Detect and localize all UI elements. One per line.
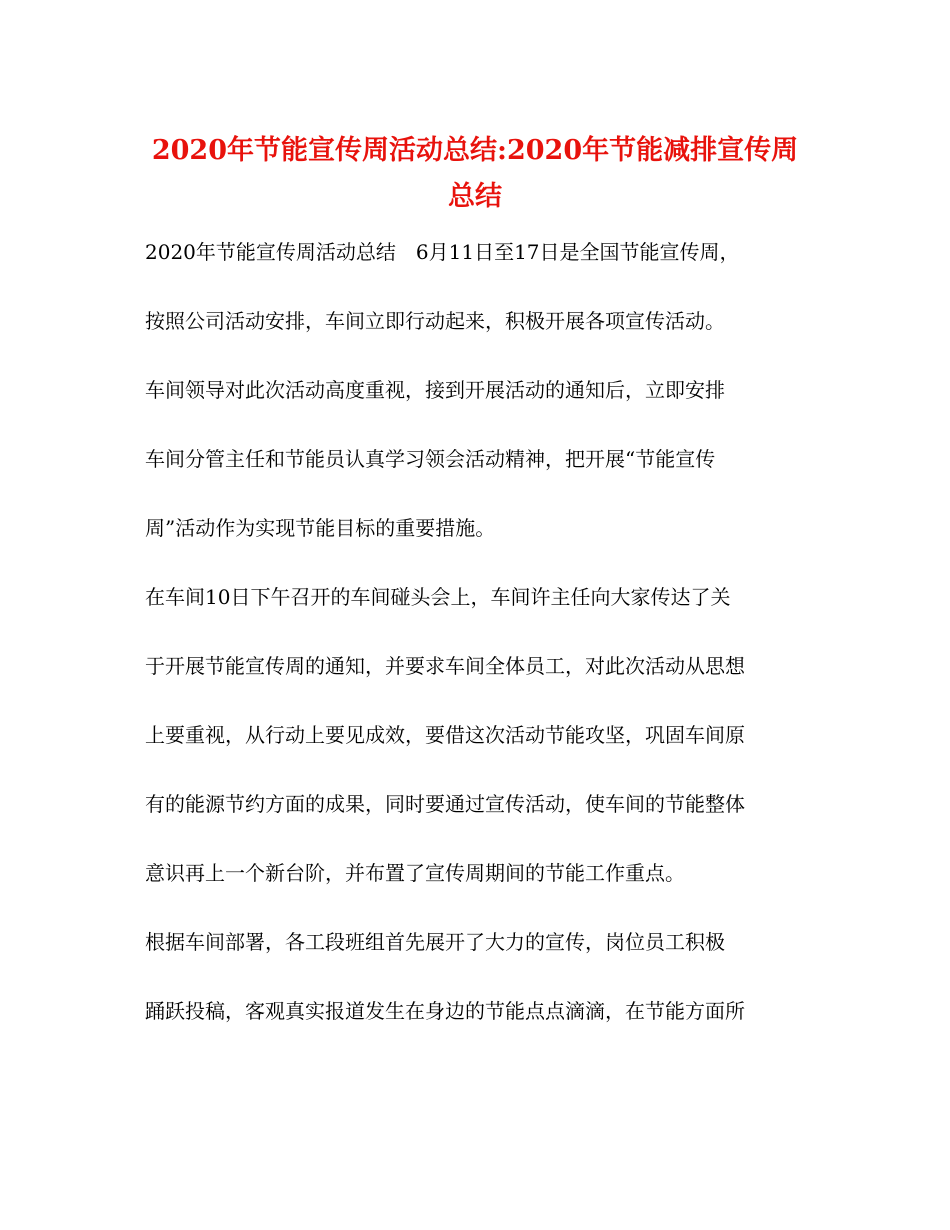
body-line-12: 踊跃投稿，客观真实报道发生在身边的节能点点滴滴，在节能方面所 xyxy=(145,999,745,1023)
body-line-10: 意识再上一个新台阶，并布置了宣传周期间的节能工作重点。 xyxy=(145,861,685,885)
body-line-7: 于开展节能宣传周的通知，并要求车间全体员工，对此次活动从思想 xyxy=(145,654,745,678)
body-line-9: 有的能源节约方面的成果，同时要通过宣传活动，使车间的节能整体 xyxy=(145,792,745,816)
body-line-5: 周”活动作为实现节能目标的重要措施。 xyxy=(145,516,496,540)
body-line-4: 车间分管主任和节能员认真学习领会活动精神，把开展“节能宣传 xyxy=(145,447,716,471)
body-line-11: 根据车间部署，各工段班组首先展开了大力的宣传，岗位员工积极 xyxy=(145,930,725,954)
body-line-1: 2020年节能宣传周活动总结 6月11日至17日是全国节能宣传周， xyxy=(145,240,740,264)
body-line-2: 按照公司活动安排，车间立即行动起来，积极开展各项宣传活动。 xyxy=(145,309,725,333)
document-body xyxy=(145,234,805,1062)
title-line-2: 总结 xyxy=(448,181,502,212)
body-line-3: 车间领导对此次活动高度重视，接到开展活动的通知后，立即安排 xyxy=(145,378,725,402)
body-line-6: 在车间10日下午召开的车间碰头会上，车间许主任向大家传达了关 xyxy=(145,585,731,609)
document-title xyxy=(140,128,810,220)
title-line-1: 2020年节能宣传周活动总结:2020年节能减排宣传周 xyxy=(151,135,799,166)
body-line-8: 上要重视，从行动上要见成效，要借这次活动节能攻坚，巩固车间原 xyxy=(145,723,745,747)
